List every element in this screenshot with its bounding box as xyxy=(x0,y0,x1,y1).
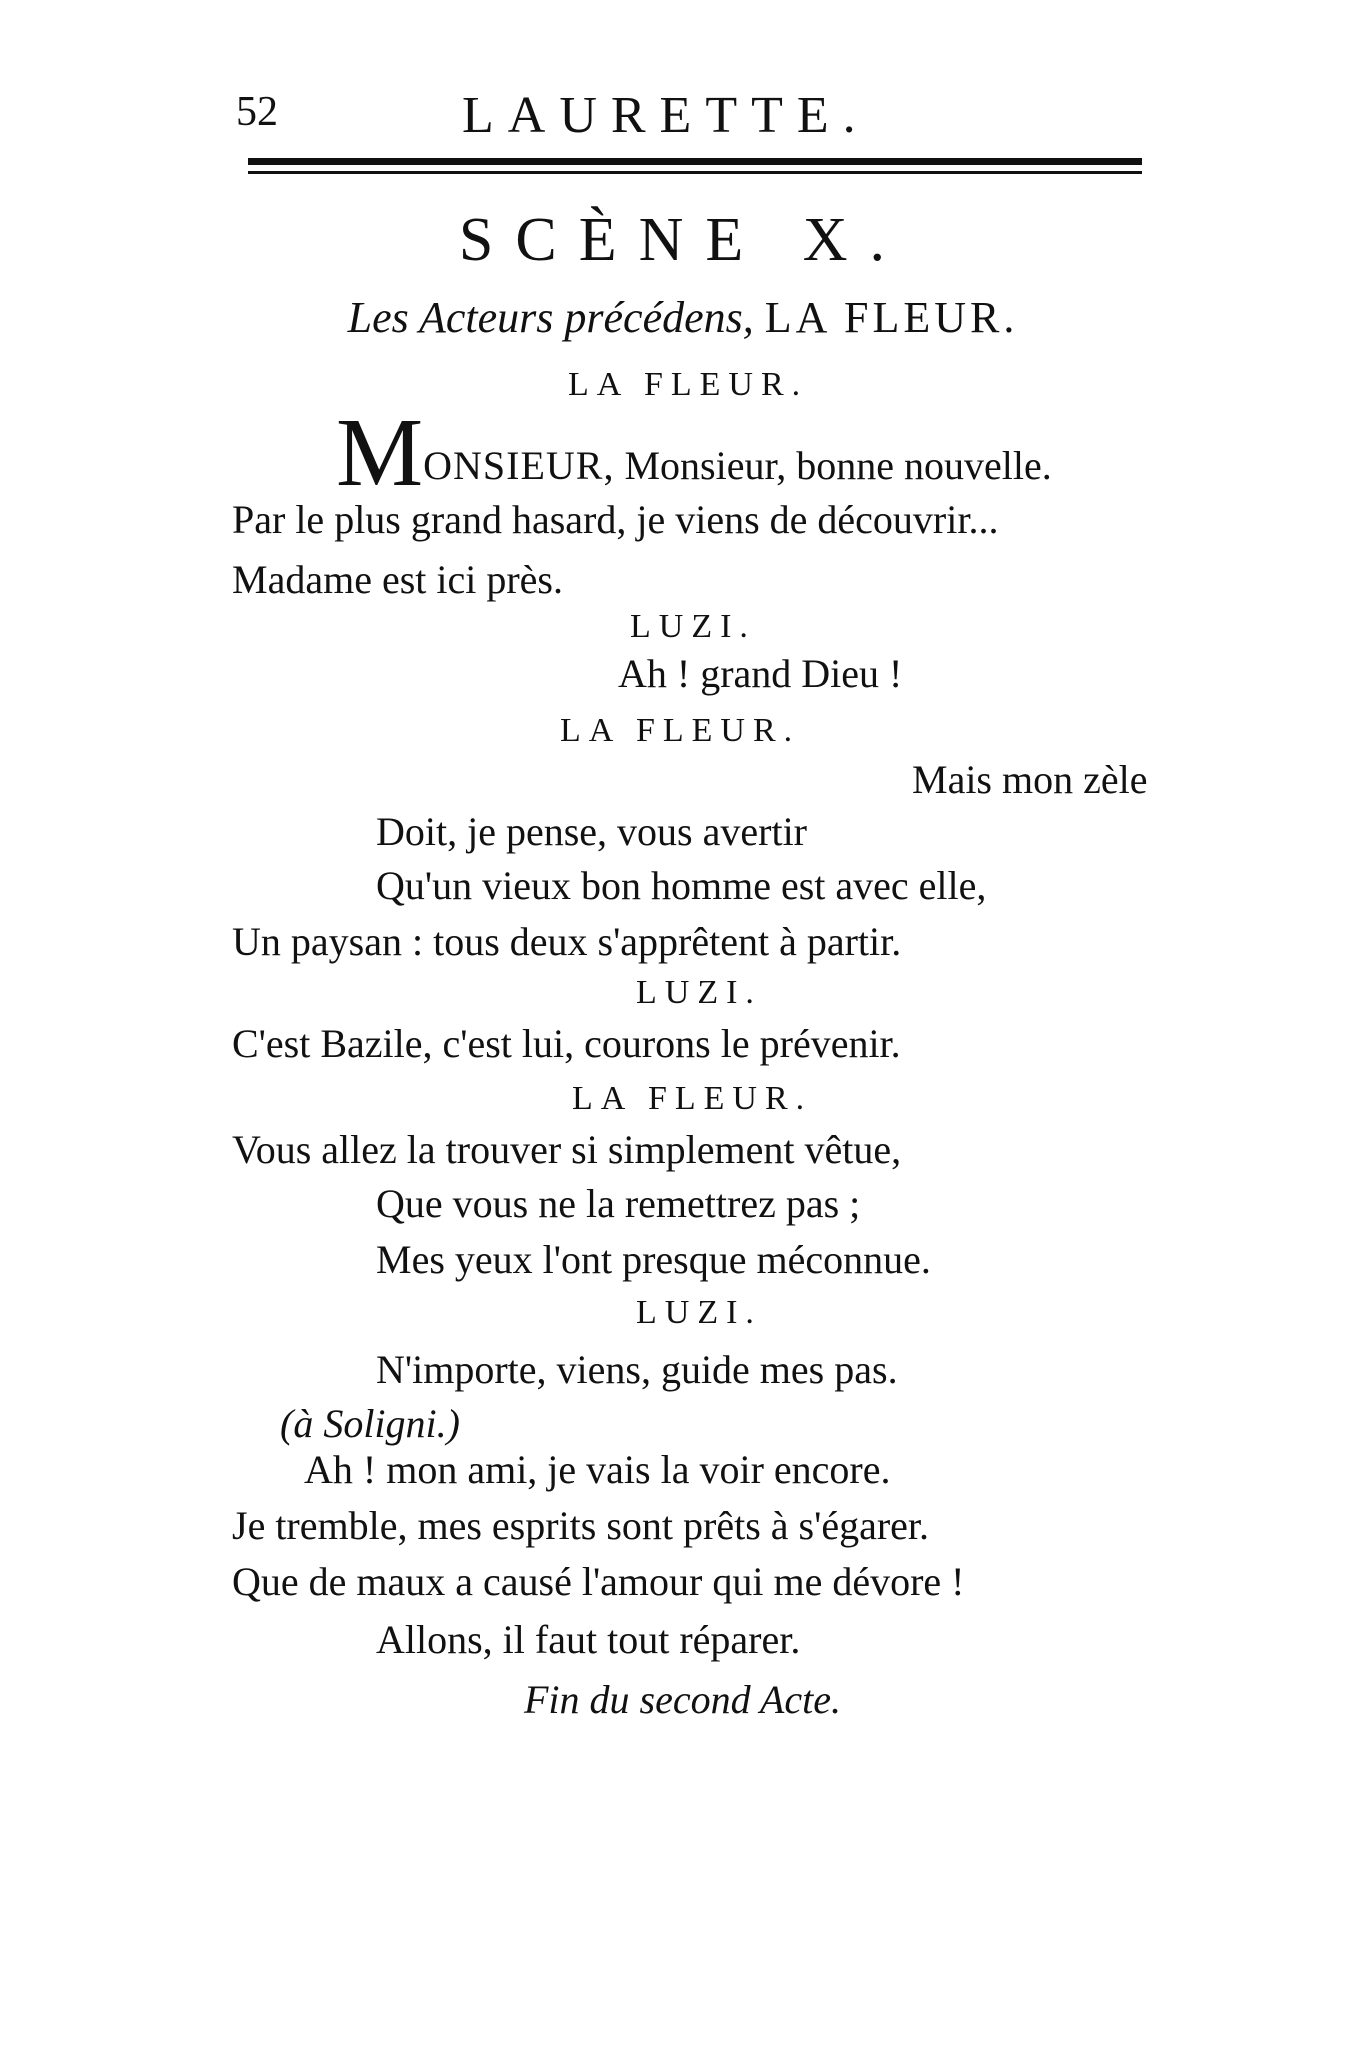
verse-line: C'est Bazile, c'est lui, courons le prévenir. xyxy=(232,1021,901,1066)
verse-line: Vous allez la trouver si simplement vêtue, xyxy=(232,1127,902,1172)
verse-line: Je tremble, mes esprits sont prêts à s'égarer. xyxy=(232,1503,930,1548)
verse-line: Doit, je pense, vous avertir xyxy=(376,809,807,854)
speaker-luzi: LUZI. xyxy=(636,1294,762,1331)
header-rule-thin xyxy=(248,171,1142,174)
verse-line-dropcap xyxy=(336,399,1052,507)
act-ending: Fin du second Acte. xyxy=(524,1677,841,1722)
verse-line: Madame est ici près. xyxy=(232,557,563,602)
verse-line: Qu'un vieux bon homme est avec elle, xyxy=(376,863,987,908)
verse-line: Que vous ne la remettrez pas ; xyxy=(376,1181,861,1226)
speaker-la-fleur: LA FLEUR. xyxy=(572,1080,813,1117)
drop-cap-word-rest: ONSIEUR, xyxy=(423,443,615,488)
running-title: LAURETTE. xyxy=(462,87,870,144)
verse-line: Ah ! grand Dieu ! xyxy=(618,651,903,696)
verse-line: Allons, il faut tout réparer. xyxy=(376,1617,801,1662)
verse-line: Que de maux a causé l'amour qui me dévore ! xyxy=(232,1559,965,1604)
scene-cast-caps: LA FLEUR. xyxy=(764,293,1019,342)
speaker-la-fleur: LA FLEUR. xyxy=(560,712,801,749)
verse-line: N'importe, viens, guide mes pas. xyxy=(376,1347,898,1392)
verse-line: Ah ! mon ami, je vais la voir encore. xyxy=(304,1447,891,1492)
verse-line: Par le plus grand hasard, je viens de découvrir... xyxy=(232,497,999,542)
verse-line: Mes yeux l'ont presque méconnue. xyxy=(376,1237,931,1282)
scene-cast xyxy=(0,292,1366,343)
speaker-luzi: LUZI. xyxy=(630,608,756,645)
header-rule-thick xyxy=(248,158,1142,165)
speaker-la-fleur: LA FLEUR. xyxy=(568,366,809,403)
scene-title: SCÈNE X. xyxy=(458,206,908,274)
verse-line: Un paysan : tous deux s'apprêtent à partir. xyxy=(232,919,902,964)
drop-cap-initial: M xyxy=(336,399,424,507)
verse-line-text: Monsieur, bonne nouvelle. xyxy=(614,443,1052,488)
speaker-luzi: LUZI. xyxy=(636,974,762,1011)
stage-direction: (à Soligni.) xyxy=(280,1401,460,1446)
page-number: 52 xyxy=(236,89,278,135)
scene-cast-italic: Les Acteurs précédens, xyxy=(347,293,754,342)
verse-line: Mais mon zèle xyxy=(912,757,1148,802)
